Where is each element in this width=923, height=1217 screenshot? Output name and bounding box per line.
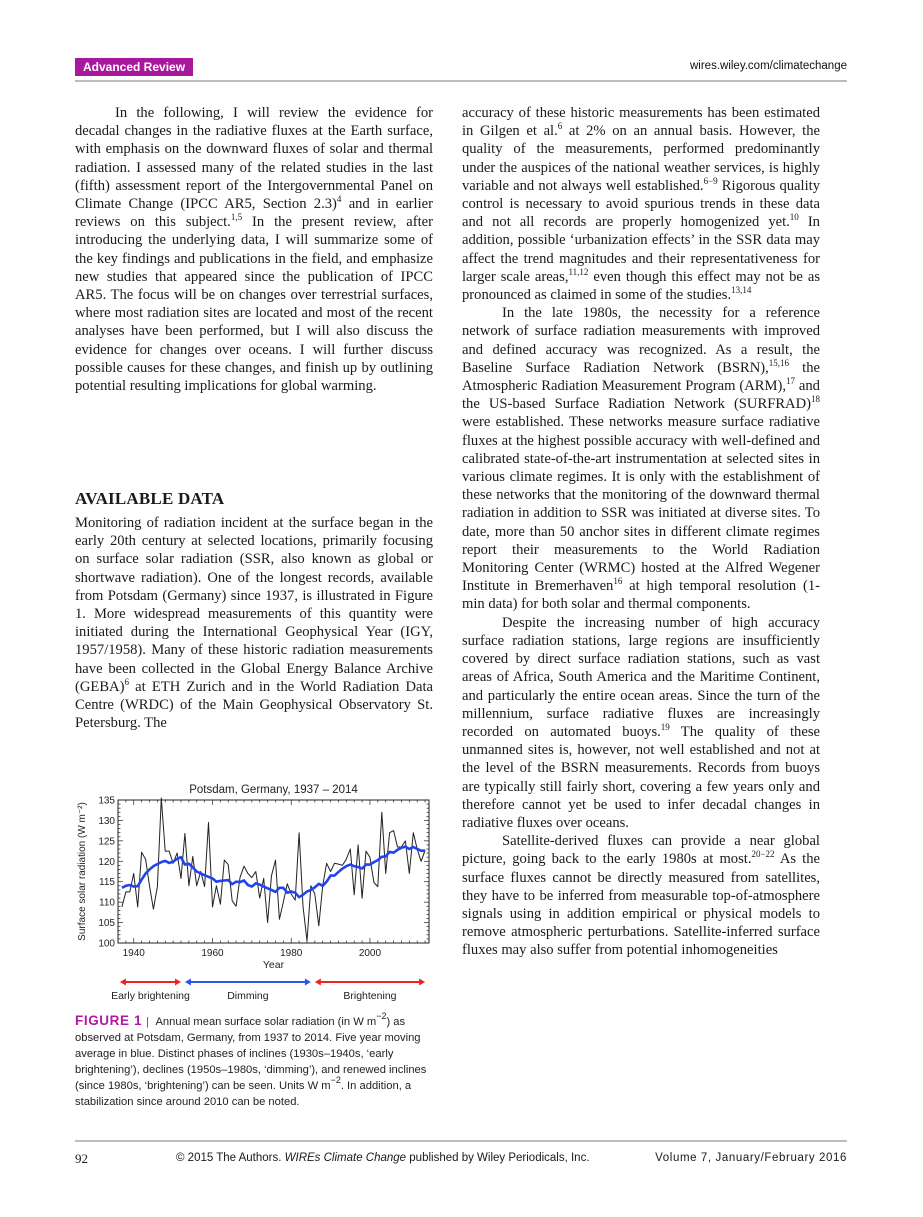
phase-label: Early brightening (111, 990, 190, 1002)
y-tick-label: 100 (98, 938, 115, 950)
y-tick-label: 120 (98, 856, 115, 868)
citation[interactable]: 17 (786, 376, 796, 387)
section-badge: Advanced Review (75, 58, 193, 76)
paragraph-buoys: Despite the increasing number of high accuracy surface radiation stations, large regions are insufficiently covered by direct surface radiation stations, such as vast areas of Africa, South America and the Maritime Continent, and particularly the entire ocean areas. Since the turn of the millennium, surface radiative fluxes are increasingly recorded on automated buoys.$^{19}$ The quality of these unmanned sites is, however, not well established and not at the level of the BSRN measurements. Records from buoys are typically still fairly short, covering a few years only and therefore cannot yet be used to infer decadal changes in radiative fluxes over oceans. (462, 614, 820, 831)
footer-divider (75, 1140, 847, 1142)
x-tick-label: 2000 (358, 948, 382, 959)
line-chart (75, 780, 445, 1008)
citation[interactable]: 15,16 (768, 357, 789, 368)
phase-label: Dimming (227, 990, 269, 1002)
citation[interactable]: 18 (811, 394, 820, 405)
volume-info: Volume 7, January/February 2016 (655, 1152, 847, 1164)
citation[interactable]: 10 (789, 212, 799, 223)
y-tick-label: 110 (99, 897, 115, 909)
x-tick-label: 1960 (201, 948, 224, 959)
section-heading-available-data: AVAILABLE DATA (75, 489, 225, 508)
journal-name: WIREs Climate Change (284, 1152, 407, 1164)
data-paragraph: Monitoring of radiation incident at the surface began in the early 20th century at selected locations, primarily focusing on surface solar radiation (SSR, also known as global or shortwave radiation). One of the longest records, available from Potsdam (Germany) since 1937, is illustrated in Figure 1. More widespread measurements of this quantity were initiated during the International Geophysical Year (IGY, 1957/1958). Many of these historic radiation measurements have been collected in the Global Energy Balance Archive (GEBA)$^6$ at ETH Zurich and in the World Radiation Data Centre (WRDC) of the Main Geophysical Observatory St. Petersburg. The (75, 515, 433, 732)
figure-caption: FIGURE 1 | Annual mean surface solar radiation (in W $m^{-2}$) as observed at Potsdam, Germany, from 1937 to 2014. Five year moving average in blue. Distinct phases of inclines (1930s–1940s, ‘early brightening’), declines (1950s–1980s, ‘dimming’), and renewed inclines (since 1980s, ‘brightening’) can be seen. Units W $m^{-2}$. In addition, a stabilization since around 2010 can be noted. (75, 1011, 427, 1108)
journal-url[interactable]: wires.wiley.com/climatechange (689, 60, 847, 72)
left-column-data (75, 514, 433, 732)
intro-paragraph: In the following, I will review the evidence for decadal changes in the radiative fluxes at the Earth surface, with emphasis on the downward fluxes of solar and thermal radiation. I assessed many of the related studies in the last (fifth) assessment report of the Intergovernmental Panel on Climate Change (IPCC AR5, Section 2.3)$^4$ and in earlier reviews on this subject.$^{1,5}$ In the present review, after introducing the underlying data, I will summarize some of the key findings and publications in the field, and emphasize new studies that appeared since the publication of IPCC AR5. The focus will be on changes over terrestrial surfaces, where most radiation sites are located and most of the recent analyses have been performed, but I will also discuss the evidence for changes over oceans. I will further discuss possible causes for these changes, and finish up by outlining potential resulting implications for global warming. (75, 105, 433, 395)
chart-title: Potsdam, Germany, 1937 – 2014 (189, 784, 358, 796)
y-axis-label: Surface solar radiation (W m⁻²) (77, 802, 88, 941)
citation[interactable]: 13,14 (731, 285, 752, 296)
annual-mean-line (122, 798, 425, 941)
x-axis-label: Year (262, 959, 285, 971)
citation[interactable]: 6 (124, 676, 129, 687)
paragraph-networks: In the late 1980s, the necessity for a reference network of surface radiation measurements with improved and defined accuracy was recognized. As a result, the Baseline Surface Radiation Network (BSRN),$^{15,16}$ the Atmospheric Radiation Measurement Program (ARM),$^{17}$ and the US-based Surface Radiation Network (SURFRAD)$^{18}$ were established. These networks measure surface radiative fluxes at the highest possible accuracy with well-defined and calibrated state-of-the-art instrumentation at selected sites in various climate regimes. It is only with the establishment of these networks that the monitoring of the downward thermal radiation in addition to SSR was initiated at diverse sites. To date, more than 50 anchor sites in different climate regimes report their measurements to the World Radiation Monitoring Center (WRMC) hosted at the Alfred Wegener Institute in Bremerhaven$^{16}$ at high temporal resolution (1-min data) for both solar and thermal components. (462, 305, 820, 613)
page-number: 92 (75, 1151, 88, 1166)
y-tick-label: 105 (98, 918, 115, 930)
copyright-notice: © 2015 The Authors. WIREs Climate Change published by Wiley Periodicals, Inc. (176, 1152, 590, 1164)
header-divider (75, 80, 847, 82)
y-tick-label: 125 (98, 836, 115, 848)
figure-separator: | (146, 1016, 149, 1028)
citation[interactable]: 16 (613, 576, 623, 587)
citation[interactable]: 20−22 (751, 849, 775, 860)
left-column-intro (75, 104, 433, 395)
y-tick-label: 130 (98, 815, 115, 827)
citation[interactable]: 11,12 (568, 266, 589, 277)
citation[interactable]: 6−9 (703, 175, 718, 186)
y-tick-label: 115 (99, 877, 115, 889)
figure-1-chart (75, 780, 445, 1008)
citation[interactable]: 6 (557, 121, 563, 132)
paragraph-accuracy: accuracy of these historic measurements has been estimated in Gilgen et al.$^6$ at 2% on an annual basis. However, the quality of the measurements, performed predominantly under the auspices of the national weather services, is highly variable and not always well established.$^{6-9}$ Rigorous quality control is necessary to avoid spurious trends in these data and not all records are properly homogenized yet.$^{10}$ In addition, possible ‘urbanization effects’ in the SSR data may affect the trend magnitudes and their representativeness for larger scale areas,$^{11,12}$ even though this effect may not be as pronounced as claimed in some of the studies.$^{13,14}$ (462, 105, 820, 304)
x-tick-label: 1980 (280, 948, 303, 959)
phase-label: Brightening (343, 990, 397, 1002)
citation[interactable]: 1,5 (230, 212, 243, 223)
x-tick-label: 1940 (122, 948, 145, 959)
figure-label: FIGURE 1 (75, 1013, 143, 1028)
citation[interactable]: 19 (660, 721, 670, 732)
citation[interactable]: 4 (336, 194, 342, 205)
y-tick-label: 135 (98, 795, 115, 807)
paragraph-satellite: Satellite-derived fluxes can provide a near global picture, going back to the early 1980s at most.$^{20-22}$ As the surface fluxes cannot be directly measured from satellites, they have to be inferred from measurable top-of-atmosphere signals using in addition empirical or physical models to remove atmospheric perturbations. Satellite-inferred surface fluxes may also suffer from potential inhomogeneities (462, 833, 820, 959)
right-column (462, 104, 820, 960)
